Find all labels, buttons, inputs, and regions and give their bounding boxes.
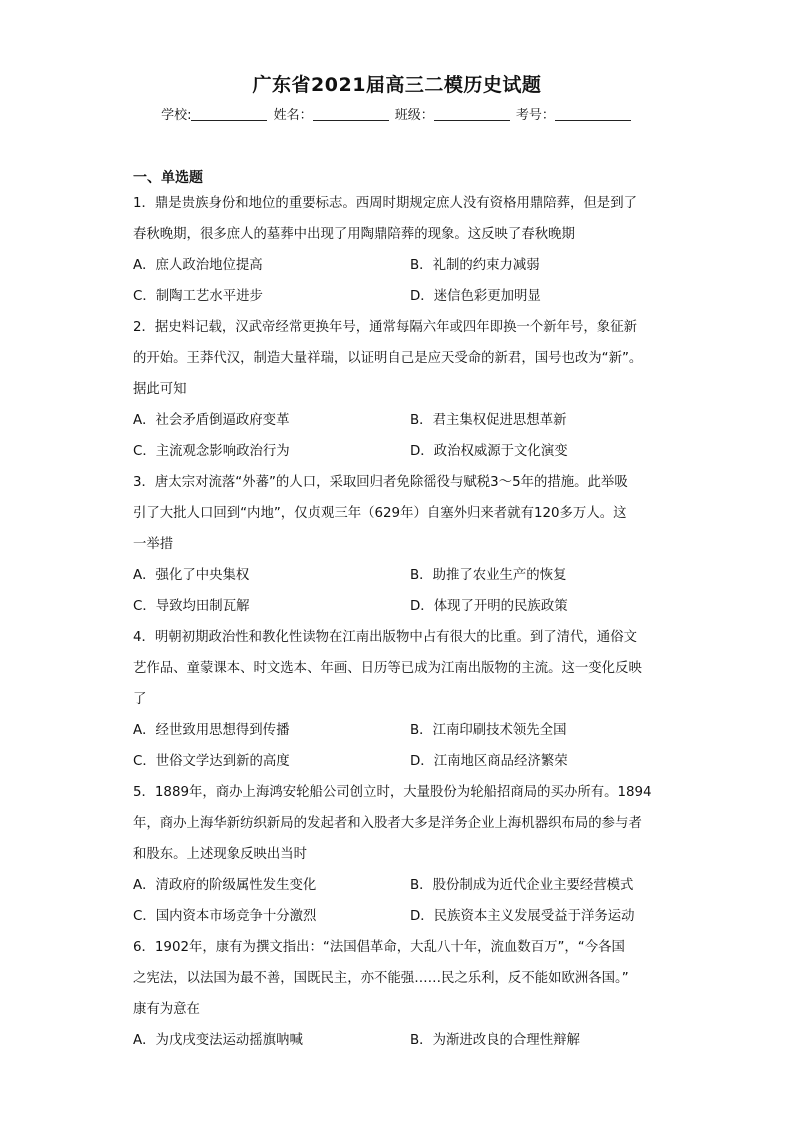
question-4 [133, 622, 663, 777]
option-c[interactable]: C．制陶工艺水平进步 [133, 289, 263, 304]
question-text-line: 据此可知 [133, 382, 187, 397]
exam-number-blank[interactable] [555, 108, 631, 121]
question-text-line: 引了大批人口回到“内地”，仅贞观三年（629年）自塞外归来者就有120多万人。这 [133, 506, 627, 521]
option-d[interactable]: D．民族资本主义发展受益于洋务运动 [410, 909, 635, 924]
option-b[interactable]: B．君主集权促进思想革新 [410, 413, 567, 428]
option-row [133, 591, 663, 622]
question-text-line: 6．1902年，康有为撰文指出：“法国倡革命，大乱八十年，流血数百万”，“今各国 [133, 940, 625, 955]
question-text-line: 2．据史料记载，汉武帝经常更换年号，通常每隔六年或四年即换一个新年号，象征新 [133, 320, 637, 335]
question-text-line: 5．1889年，商办上海鸿安轮船公司创立时，大量股份为轮船招商局的买办所有。1894 [133, 785, 652, 800]
question-text-line: 康有为意在 [133, 1002, 200, 1017]
name-blank[interactable] [313, 108, 389, 121]
option-row [133, 250, 663, 281]
option-a[interactable]: A．社会矛盾倒逼政府变革 [133, 413, 290, 428]
option-b[interactable]: B．股份制成为近代企业主要经营模式 [410, 878, 634, 893]
class-label: 班级： [394, 108, 434, 123]
option-c[interactable]: C．世俗文学达到新的高度 [133, 754, 290, 769]
option-row [133, 746, 663, 777]
school-label: 学校: [161, 108, 192, 123]
option-b[interactable]: B．为渐进改良的合理性辩解 [410, 1033, 580, 1048]
option-a[interactable]: A．经世致用思想得到传播 [133, 723, 290, 738]
question-text-line: 了 [133, 692, 147, 707]
school-blank[interactable] [191, 108, 267, 121]
option-d[interactable]: D．迷信色彩更加明显 [410, 289, 541, 304]
option-row [133, 405, 663, 436]
option-c[interactable]: C．主流观念影响政治行为 [133, 444, 290, 459]
option-row [133, 281, 663, 312]
question-1 [133, 188, 663, 312]
question-text-line: 的开始。王莽代汉，制造大量祥瑞，以证明自己是应天受命的新君，国号也改为“新”。 [133, 351, 643, 366]
option-d[interactable]: D．江南地区商品经济繁荣 [410, 754, 568, 769]
question-6 [133, 932, 663, 1056]
student-info-line [0, 104, 794, 123]
option-c[interactable]: C．导致均田制瓦解 [133, 599, 250, 614]
question-text-line: 春秋晚期，很多庶人的墓葬中出现了用陶鼎陪葬的现象。这反映了春秋晚期 [133, 227, 575, 242]
question-3 [133, 467, 663, 622]
question-text-line: 之宪法，以法国为最不善，国既民主，亦不能强……民之乐利，反不能如欧洲各国。” [133, 971, 629, 986]
question-2 [133, 312, 663, 467]
option-row [133, 560, 663, 591]
exam-number-label: 考号： [515, 108, 555, 123]
option-row [133, 715, 663, 746]
question-text-line: 一举措 [133, 537, 174, 552]
option-b[interactable]: B．助推了农业生产的恢复 [410, 568, 567, 583]
option-d[interactable]: D．体现了开明的民族政策 [410, 599, 568, 614]
page-title: 广东省2021届高三二模历史试题 [252, 74, 542, 96]
option-row [133, 901, 663, 932]
option-a[interactable]: A．强化了中央集权 [133, 568, 250, 583]
option-row [133, 870, 663, 901]
option-c[interactable]: C．国内资本市场竞争十分激烈 [133, 909, 317, 924]
question-list [133, 188, 663, 1056]
question-text-line: 1．鼎是贵族身份和地位的重要标志。西周时期规定庶人没有资格用鼎陪葬，但是到了 [133, 196, 637, 211]
option-row [133, 1025, 663, 1056]
option-a[interactable]: A．清政府的阶级属性发生变化 [133, 878, 317, 893]
option-d[interactable]: D．政治权威源于文化演变 [410, 444, 568, 459]
section-title: 一、单选题 [133, 170, 203, 186]
question-text-line: 年，商办上海华新纺织新局的发起者和入股者大多是洋务企业上海机器织布局的参与者 [133, 816, 642, 831]
option-a[interactable]: A．为戊戌变法运动摇旗呐喊 [133, 1033, 303, 1048]
option-a[interactable]: A．庶人政治地位提高 [133, 258, 263, 273]
question-text-line: 4．明朝初期政治性和教化性读物在江南出版物中占有很大的比重。到了清代，通俗文 [133, 630, 637, 645]
question-text-line: 和股东。上述现象反映出当时 [133, 847, 308, 862]
option-b[interactable]: B．礼制的约束力减弱 [410, 258, 540, 273]
option-b[interactable]: B．江南印刷技术领先全国 [410, 723, 567, 738]
option-row [133, 436, 663, 467]
class-blank[interactable] [434, 108, 510, 121]
question-5 [133, 777, 663, 932]
question-text-line: 3．唐太宗对流落“外蕃”的人口，采取回归者免除徭役与赋税3～5年的措施。此举吸 [133, 475, 628, 490]
question-text-line: 艺作品、童蒙课本、时文选本、年画、日历等已成为江南出版物的主流。这一变化反映 [133, 661, 642, 676]
name-label: 姓名： [273, 108, 313, 123]
